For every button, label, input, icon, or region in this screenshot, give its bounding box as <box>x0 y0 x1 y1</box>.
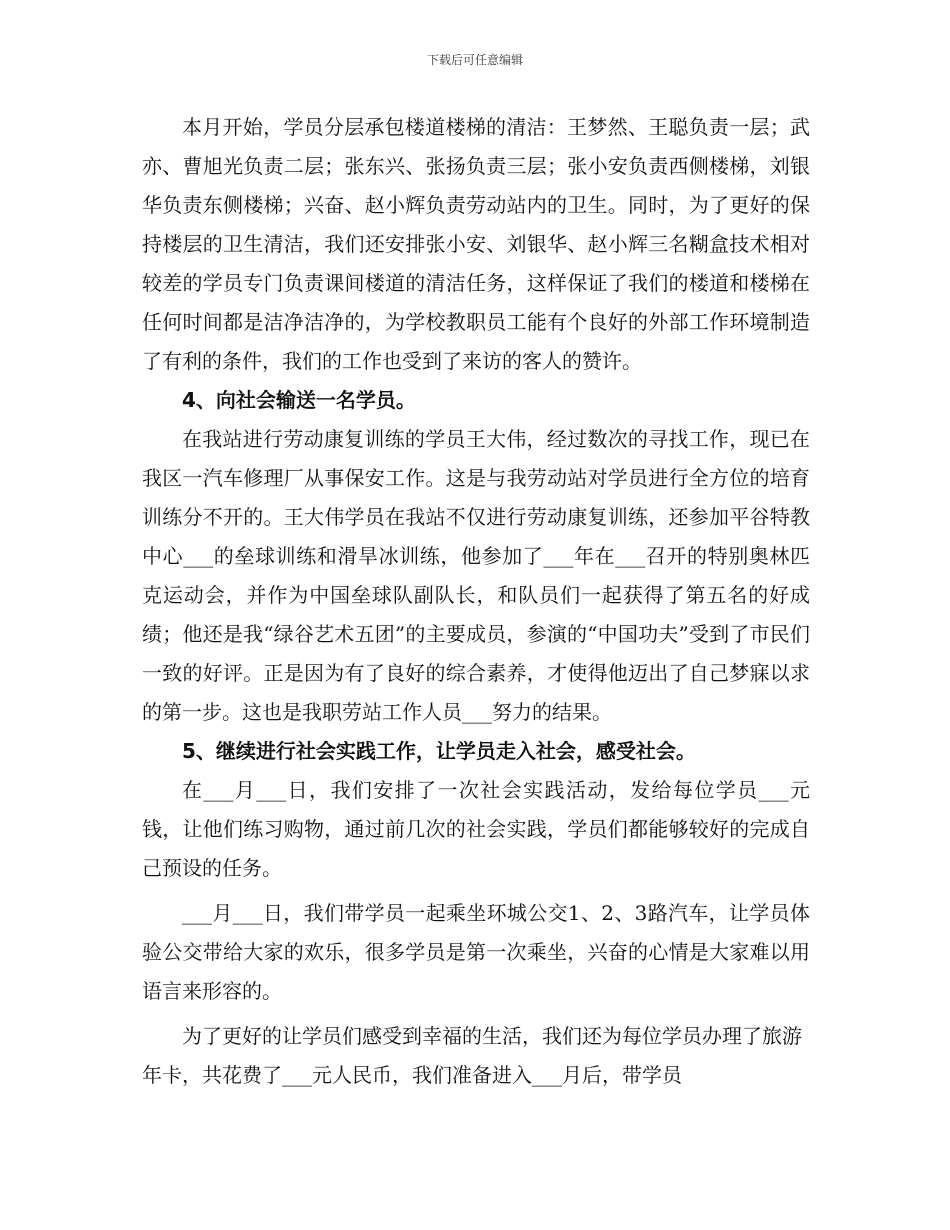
paragraph-travel-card: 为了更好的让学员们感受到幸福的生活，我们还为每位学员办理了旅游年卡，共花费了___元人民币，我们准备进入___月后，带学员 <box>142 1024 802 1087</box>
page-header: 下载后可任意编辑 <box>426 53 523 67</box>
heading-section-5: 5、继续进行社会实践工作，让学员走入社会，感受社会。 <box>182 739 696 763</box>
paragraph-cleaning: 本月开始，学员分层承包楼道楼梯的清洁：王梦然、王聪负责一层；武亦、曹旭光负责二层；张东兴、张扬负责三层；张小安负责西侧楼梯，刘银华负责东侧楼梯；兴奋、赵小辉负责劳动站内的卫生。同时，为了更好的保持楼层的卫生清洁，我们还安排张小安、刘银华、赵小辉三名糊盒技术相对较差的学员专门负责课间楼道的清洁任务，这样保证了我们的楼道和楼梯在任何时间都是洁净洁净的，为学校教职员工能有个良好的外部工作环境制造了有利的条件，我们的工作也受到了来访的客人的赞许。 <box>142 115 810 373</box>
paragraph-bus-ride: ___月___日，我们带学员一起乘坐环城公交1、2、3路汽车，让学员体验公交带给大家的欢乐，很多学员是第一次乘坐，兴奋的心情是大家难以用语言来形容的。 <box>142 901 810 1003</box>
document-body <box>142 108 810 1095</box>
paragraph-shopping-practice: 在___月___日，我们安排了一次社会实践活动，发给每位学员___元钱，让他们练习购物，通过前几次的社会实践，学员们都能够较好的完成自己预设的任务。 <box>142 778 810 880</box>
paragraph-trainee-employment: 在我站进行劳动康复训练的学员王大伟，经过数次的寻找工作，现已在我区一汽车修理厂从事保安工作。这是与我劳动站对学员进行全方位的培育训练分不开的。王大伟学员在我站不仅进行劳动康复训练，还参加平谷特教中心___的垒球训练和滑旱冰训练，他参加了___年在___召开的特别奥林匹克运动会，并作为中国垒球队副队长，和队员们一起获得了第五名的好成绩；他还是我“绿谷艺术五团”的主要成员，参演的“中国功夫”受到了市民们一致的好评。正是因为有了良好的综合素养，才使得他迈出了自己梦寐以求的第一步。这也是我职劳站工作人员___努力的结果。 <box>142 427 810 724</box>
heading-section-4: 4、向社会输送一名学员。 <box>182 388 416 412</box>
